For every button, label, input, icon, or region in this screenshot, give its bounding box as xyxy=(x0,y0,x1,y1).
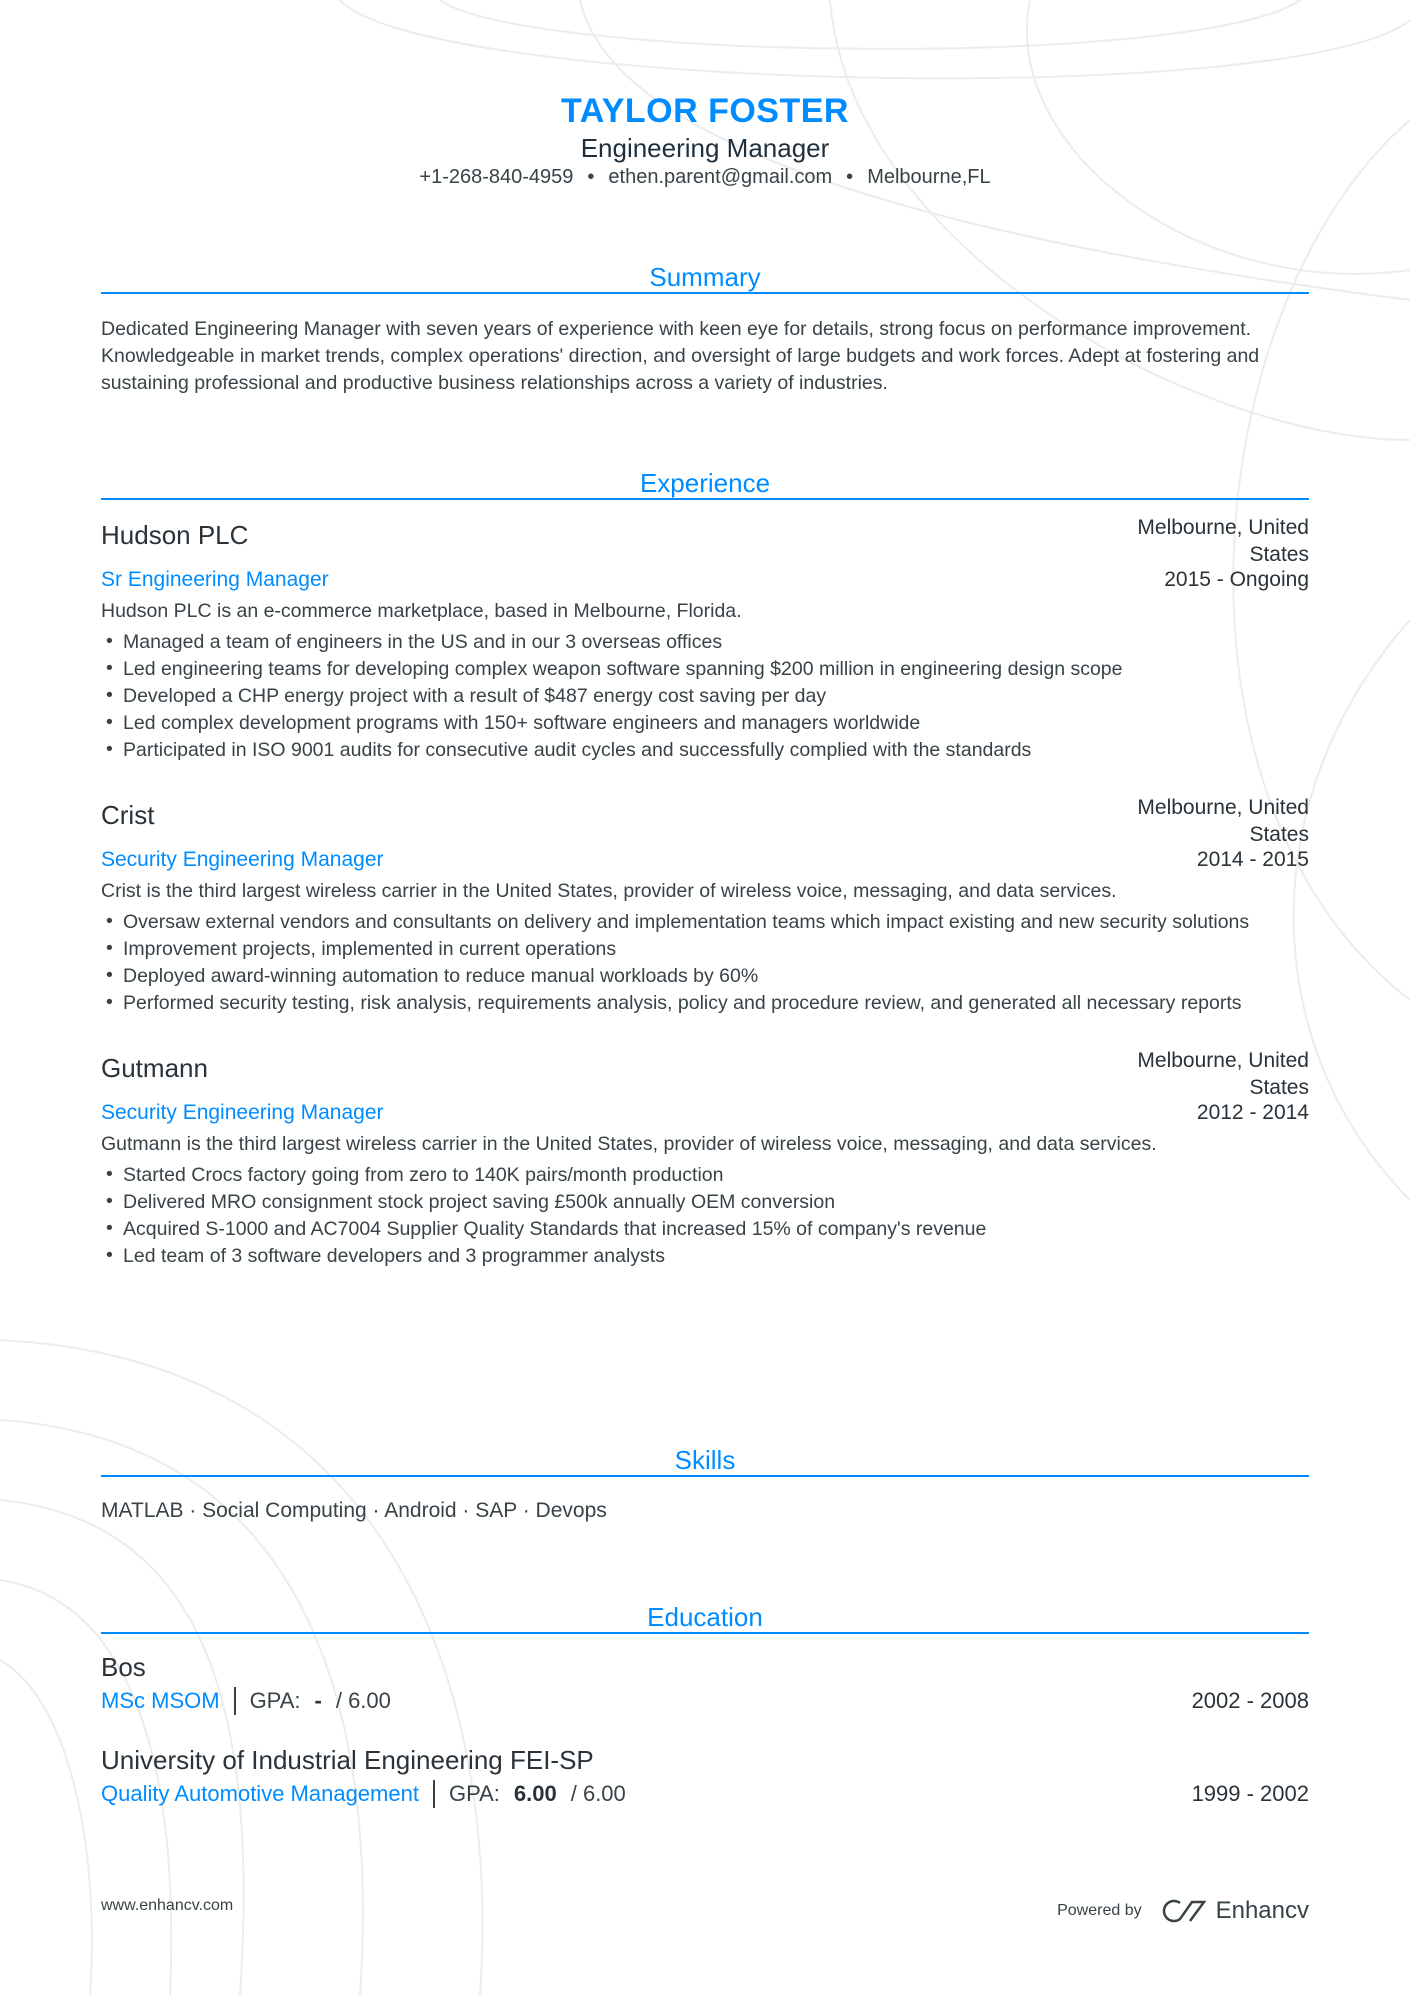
job-description: Crist is the third largest wireless carrier in the United States, provider of wireless voice, messaging, and data services. xyxy=(101,880,1117,902)
bullet-item: • Performed security testing, risk analysis, requirements analysis, policy and procedure review, and generated all necessary reports xyxy=(101,990,1309,1017)
job-role: Security Engineering Manager xyxy=(101,1101,384,1124)
gpa-label: GPA: xyxy=(448,1781,500,1806)
gpa-max: / 6.00 xyxy=(335,1688,391,1713)
bullet-item: • Led engineering teams for developing complex weapon software spanning $200 million in engineering design scope xyxy=(101,656,1309,683)
powered-by-label: Powered by xyxy=(1057,1902,1142,1919)
bullet-item: • Delivered MRO consignment stock project saving £500k annually OEM conversion xyxy=(101,1189,1309,1216)
school-name: Bos xyxy=(101,1652,146,1682)
brand xyxy=(1057,1897,1309,1925)
experience-section xyxy=(101,466,1309,1270)
job-role: Security Engineering Manager xyxy=(101,848,384,871)
company-name: Hudson PLC xyxy=(101,520,249,550)
job-description: Gutmann is the third largest wireless carrier in the United States, provider of wireless voice, messaging, and data services. xyxy=(101,1133,1157,1155)
summary-section xyxy=(101,260,1309,397)
bullet-item: • Developed a CHP energy project with a result of $487 energy cost saving per day xyxy=(101,683,1309,710)
section-heading: Experience xyxy=(639,468,771,498)
job-role: Sr Engineering Manager xyxy=(101,568,329,591)
divider xyxy=(234,1687,236,1715)
bullet-item: • Managed a team of engineers in the US and in our 3 overseas offices xyxy=(101,629,1309,656)
section-heading: Skills xyxy=(674,1445,736,1475)
gpa-max: / 6.00 xyxy=(570,1781,626,1806)
footer xyxy=(101,1897,1309,1925)
website-link[interactable]: www.enhancv.com xyxy=(101,1897,234,1914)
degree: MSc MSOM xyxy=(101,1688,220,1713)
job-dates: 2012 - 2014 xyxy=(1196,1101,1309,1124)
phone: +1-268-840-4959 xyxy=(419,166,574,188)
separator: • xyxy=(587,166,595,188)
education-section xyxy=(101,1600,1309,1808)
gpa-value: - xyxy=(314,1688,322,1713)
divider xyxy=(433,1780,435,1808)
enhancv-logo-icon xyxy=(1160,1898,1206,1924)
school-name: University of Industrial Engineering FEI-SP xyxy=(101,1745,594,1775)
bullet-item: • Oversaw external vendors and consultants on delivery and implementation teams which impact existing and new security solutions xyxy=(101,909,1309,936)
section-heading: Summary xyxy=(649,262,761,292)
job-entry xyxy=(101,1047,1309,1270)
bullet-item: • Acquired S-1000 and AC7004 Supplier Quality Standards that increased 15% of company's revenue xyxy=(101,1216,1309,1243)
candidate-name: TAYLOR FOSTER xyxy=(561,92,849,130)
job-location: Melbourne, United States xyxy=(1137,516,1309,566)
bullet-item: • Participated in ISO 9001 audits for consecutive audit cycles and successfully complied with the standards xyxy=(101,737,1309,764)
brand-name: Enhancv xyxy=(1215,1897,1309,1924)
bullet-item: • Deployed award-winning automation to reduce manual workloads by 60% xyxy=(101,963,1309,990)
company-name: Gutmann xyxy=(101,1053,208,1083)
degree: Quality Automotive Management xyxy=(101,1781,419,1806)
email: ethen.parent@gmail.com xyxy=(608,166,833,188)
education-dates: 1999 - 2002 xyxy=(1191,1781,1309,1806)
gpa-value: 6.00 xyxy=(513,1781,557,1806)
job-location: Melbourne, United States xyxy=(1137,796,1309,846)
education-entry xyxy=(101,1745,1309,1808)
company-name: Crist xyxy=(101,800,155,830)
job-entry xyxy=(101,794,1309,1017)
job-entry xyxy=(101,514,1309,764)
contact-line xyxy=(101,166,1309,189)
skills-section xyxy=(101,1443,1309,1524)
gpa-label: GPA: xyxy=(249,1688,301,1713)
job-description: Hudson PLC is an e-commerce marketplace, based in Melbourne, Florida. xyxy=(101,600,742,622)
job-dates: 2014 - 2015 xyxy=(1196,848,1309,871)
bullet-item: • Led team of 3 software developers and 3 programmer analysts xyxy=(101,1243,1309,1270)
separator: • xyxy=(846,166,854,188)
job-dates: 2015 - Ongoing xyxy=(1164,568,1309,591)
education-dates: 2002 - 2008 xyxy=(1191,1688,1309,1713)
bullet-item: • Led complex development programs with 150+ software engineers and managers worldwide xyxy=(101,710,1309,737)
skills-list: MATLAB · Social Computing · Android · SAP · Devops xyxy=(101,1499,607,1522)
bullet-list xyxy=(101,1162,1309,1270)
bullet-item: • Improvement projects, implemented in current operations xyxy=(101,936,1309,963)
job-location: Melbourne, United States xyxy=(1137,1049,1309,1099)
summary-text: Dedicated Engineering Manager with seven years of experience with keen eye for details, strong focus on performance improvement. Knowledgeable in market trends, complex operations' direction, and oversight of large budgets and work forces. Adept at fostering and sustaining professional and productive business relationships across a variety of industries. xyxy=(101,318,1260,394)
bullet-list xyxy=(101,629,1309,764)
candidate-title: Engineering Manager xyxy=(580,133,830,163)
bullet-list xyxy=(101,909,1309,1017)
education-entry xyxy=(101,1652,1309,1715)
bullet-item: • Started Crocs factory going from zero to 140K pairs/month production xyxy=(101,1162,1309,1189)
section-heading: Education xyxy=(647,1602,763,1632)
location: Melbourne,FL xyxy=(867,166,991,188)
